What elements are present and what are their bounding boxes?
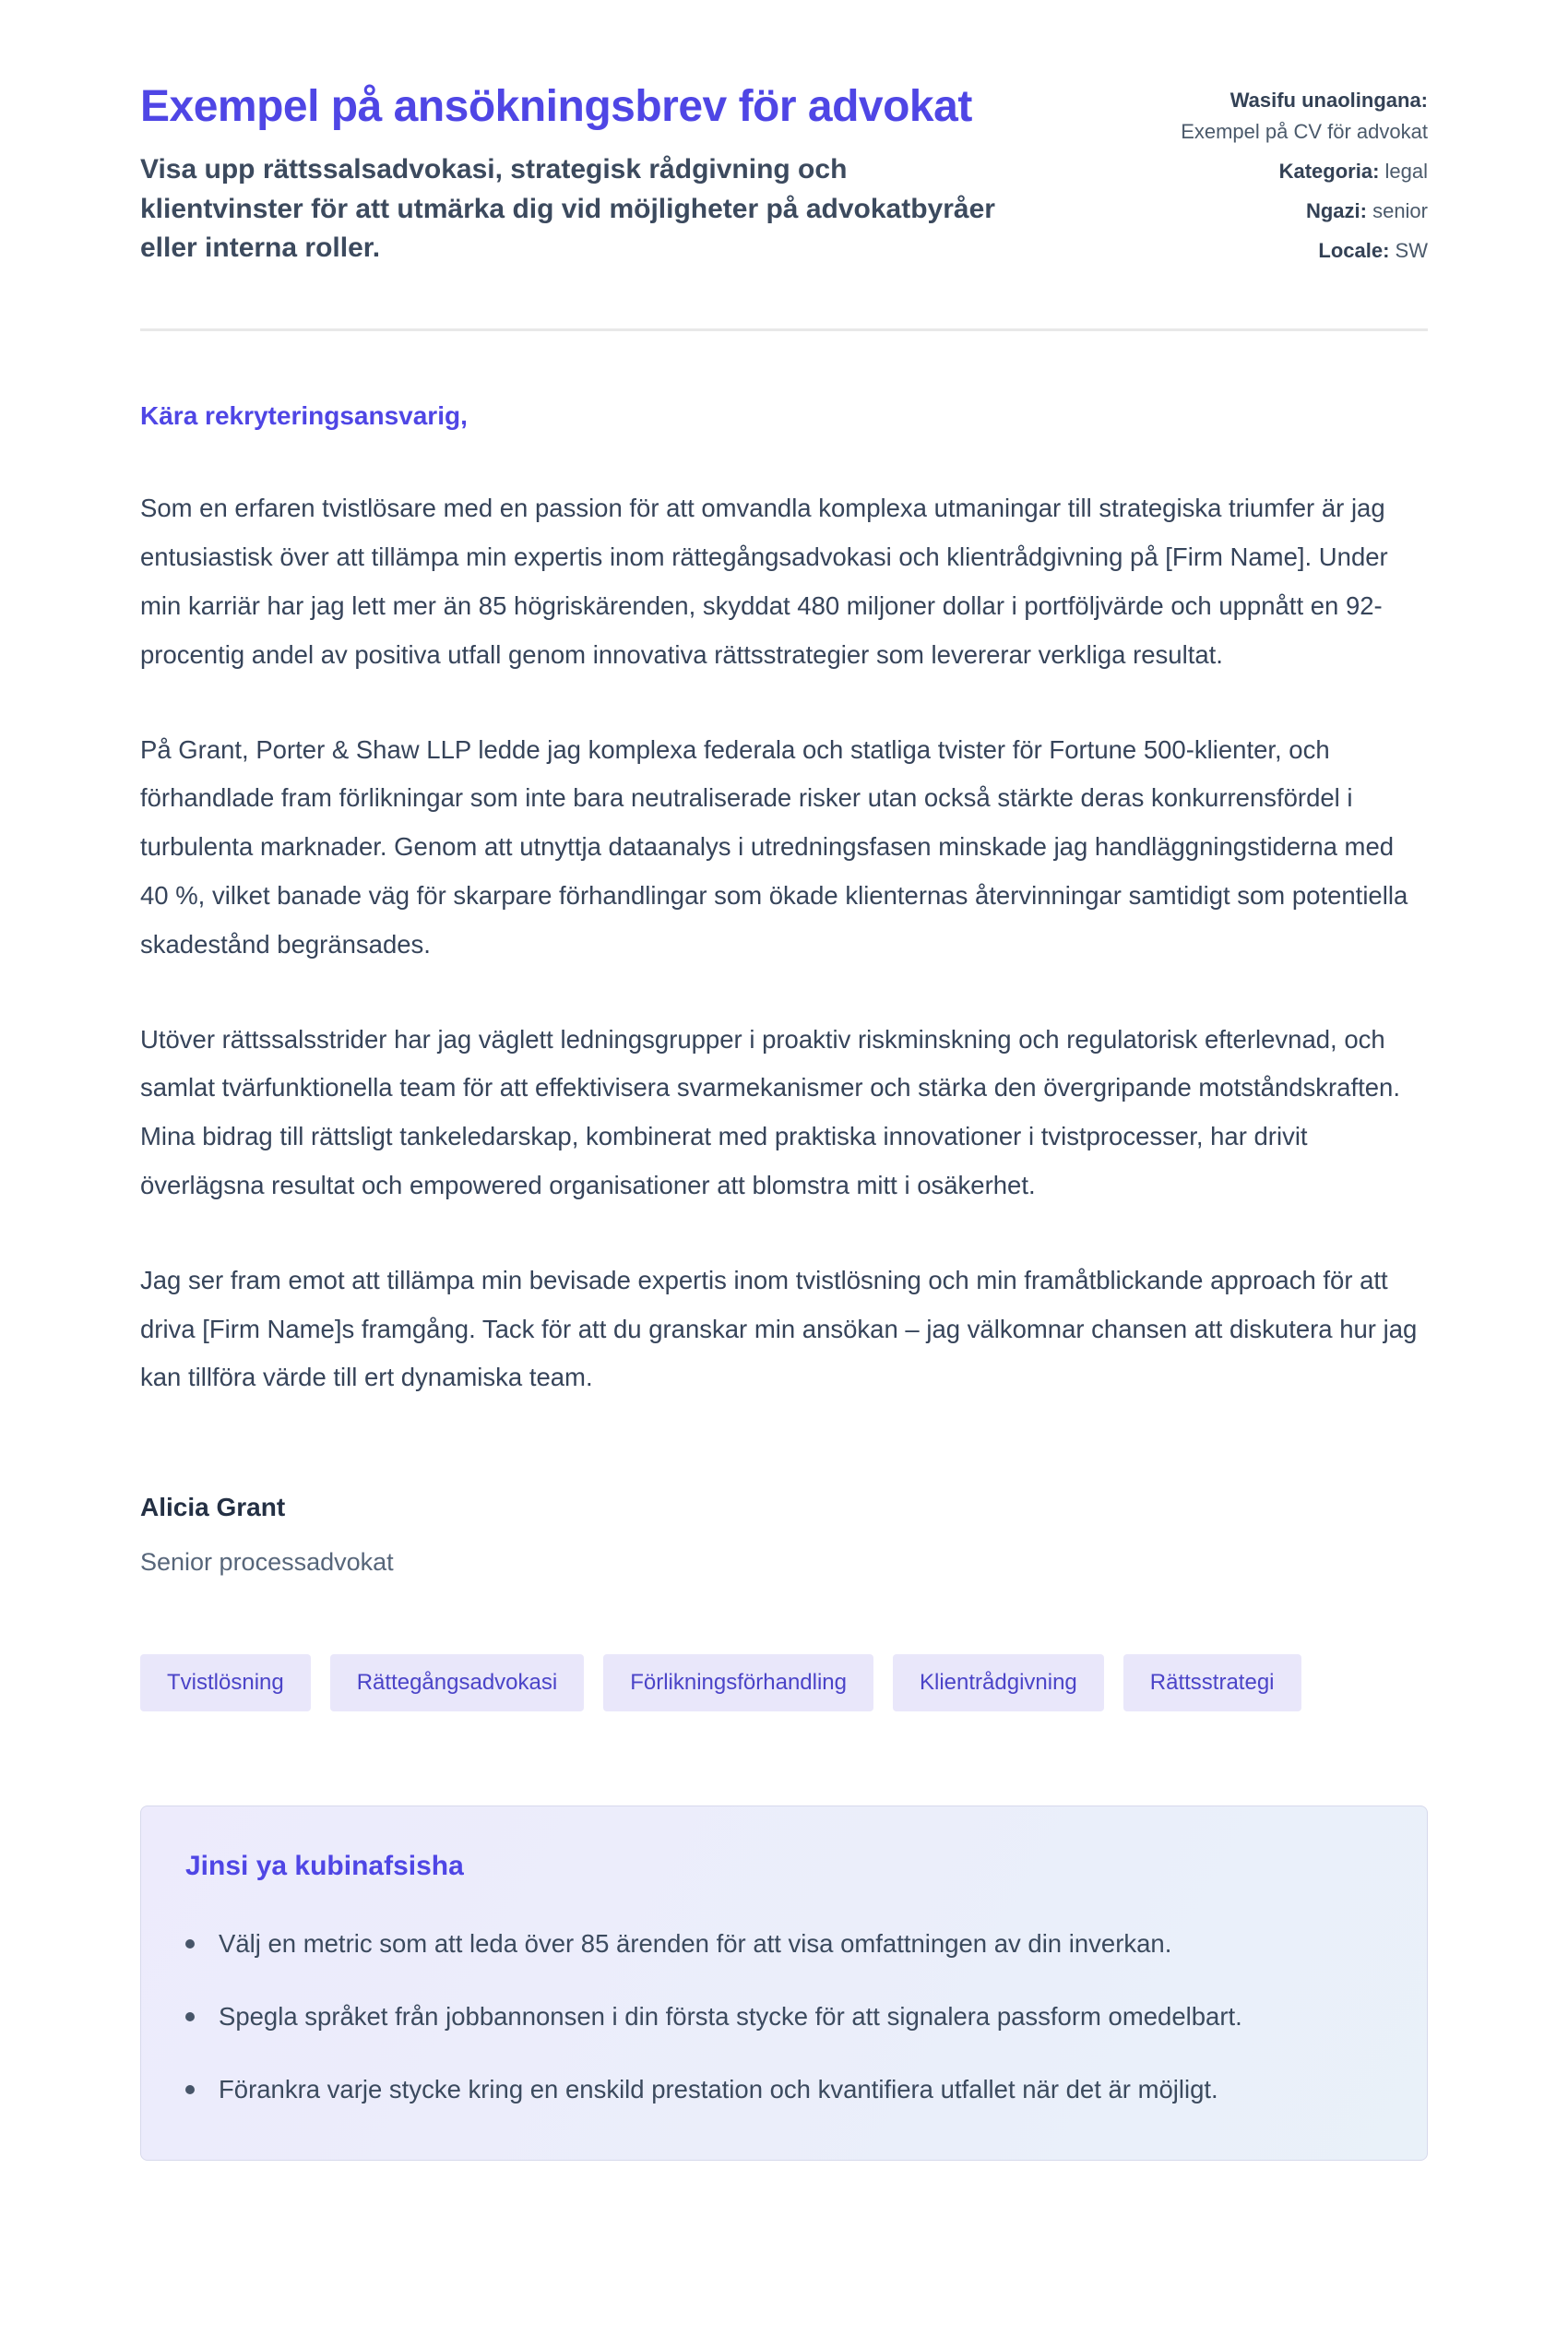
letter-greeting: Kära rekryteringsansvarig, — [140, 401, 468, 431]
tip-text: Välj en metric som att leda över 85 ärenden för att visa omfattningen av din inverkan. — [219, 1929, 1172, 1959]
related-cv-link[interactable]: Exempel på CV för advokat — [1181, 120, 1428, 144]
tag-tvistlosning[interactable]: Tvistlösning — [140, 1654, 311, 1711]
bullet-dot — [185, 2085, 195, 2094]
tip-text: Spegla språket från jobbannonsen i din första stycke för att signalera passform omedelbart. — [219, 2002, 1242, 2032]
header-title-block — [140, 81, 1114, 275]
tip-text: Förankra varje stycke kring en enskild prestation och kvantifiera utfallet när det är möjligt. — [219, 2074, 1218, 2104]
meta-row-level — [1151, 196, 1428, 227]
signature-title: Senior processadvokat — [140, 1548, 394, 1577]
tag-list — [140, 1654, 1428, 1711]
document-header — [140, 81, 1428, 275]
tips-title: Jinsi ya kubinafsisha — [185, 1851, 464, 1882]
tag-klientradgivning[interactable]: Klientrådgivning — [893, 1654, 1104, 1711]
tag-rattegangsadvokasi[interactable]: Rättegångsadvokasi — [330, 1654, 584, 1711]
header-divider — [140, 328, 1428, 331]
bullet-dot — [185, 2012, 195, 2021]
page-title: Exempel på ansökningsbrev för advokat — [140, 82, 972, 131]
tip-item — [185, 1921, 1383, 1968]
meta-row-matching-resume — [1151, 85, 1428, 148]
tip-item — [185, 1994, 1383, 2041]
tips-list — [185, 1921, 1383, 2114]
letter-paragraph: Jag ser fram emot att tillämpa min bevisade expertis inom tvistlösning och min framåtblickande approach för att driva [Firm Name]s framgång. Tack för att du granskar min ansökan – jag välkomnar chansen att diskutera hur jag kan tillföra värde till ert dynamiska team. — [140, 1265, 1418, 1392]
letter-paragraph: På Grant, Porter & Shaw LLP ledde jag komplexa federala och statliga tvister för Fortune 500-klienter, och förhandlade fram förlikningar som inte bara neutraliserade risker utan också stärkte deras konkurrensfördel i turbulenta marknader. Genom att utnyttja dataanalys i utredningsfasen minskade jag handläggningstiderna med 40 %, vilket banade väg för skarpare förhandlingar som ökade klienternas återvinningar samtidigt som potentiella skadestånd begränsades. — [140, 734, 1408, 959]
meta-value: legal — [1384, 160, 1428, 184]
tips-box — [140, 1806, 1428, 2161]
meta-label: Locale: — [1318, 239, 1390, 263]
signature-name: Alicia Grant — [140, 1493, 286, 1522]
tip-item — [185, 2067, 1383, 2114]
page-subtitle: Visa upp rättssalsadvokasi, strategisk rådgivning och klientvinster för att utmärka dig vid möjligheter på advokatbyråer eller interna roller. — [140, 154, 995, 264]
meta-row-category — [1151, 156, 1428, 187]
meta-label: Ngazi: — [1305, 199, 1367, 223]
letter-body — [140, 401, 1428, 1577]
meta-panel — [1151, 81, 1428, 275]
cover-letter-page — [140, 0, 1428, 2198]
tag-rattsstrategi[interactable]: Rättsstrategi — [1123, 1654, 1301, 1711]
meta-row-locale — [1151, 235, 1428, 267]
meta-value: SW — [1395, 239, 1428, 263]
tag-forlikningsforhandling[interactable]: Förlikningsförhandling — [603, 1654, 873, 1711]
letter-paragraph: Utöver rättssalsstrider har jag väglett ledningsgrupper i proaktiv riskminskning och regulatorisk efterlevnad, och samlat tvärfunktionella team för att effektivisera svarmekanismer och stärka den övergripande motståndskraften. Mina bidrag till rättsligt tankeledarskap, kombinerat med praktiska innovationer i tvistprocesser, har drivit överlägsna resultat och empowered organisationer att blomstra mitt i osäkerhet. — [140, 1024, 1400, 1200]
meta-value: senior — [1372, 199, 1428, 223]
bullet-dot — [185, 1939, 195, 1949]
meta-label: Wasifu unaolingana: — [1229, 89, 1428, 112]
letter-paragraph: Som en erfaren tvistlösare med en passion för att omvandla komplexa utmaningar till strategiska triumfer är jag entusiastisk över att tillämpa min expertis inom rättegångsadvokasi och klientrådgivning på [Firm Name]. Under min karriär har jag lett mer än 85 högriskärenden, skyddat 480 miljoner dollar i portföljvärde och uppnått en 92-procentig andel av positiva utfall genom innovativa rättsstrategier som levererar verkliga resultat. — [140, 494, 1388, 669]
meta-label: Kategoria: — [1278, 160, 1380, 184]
